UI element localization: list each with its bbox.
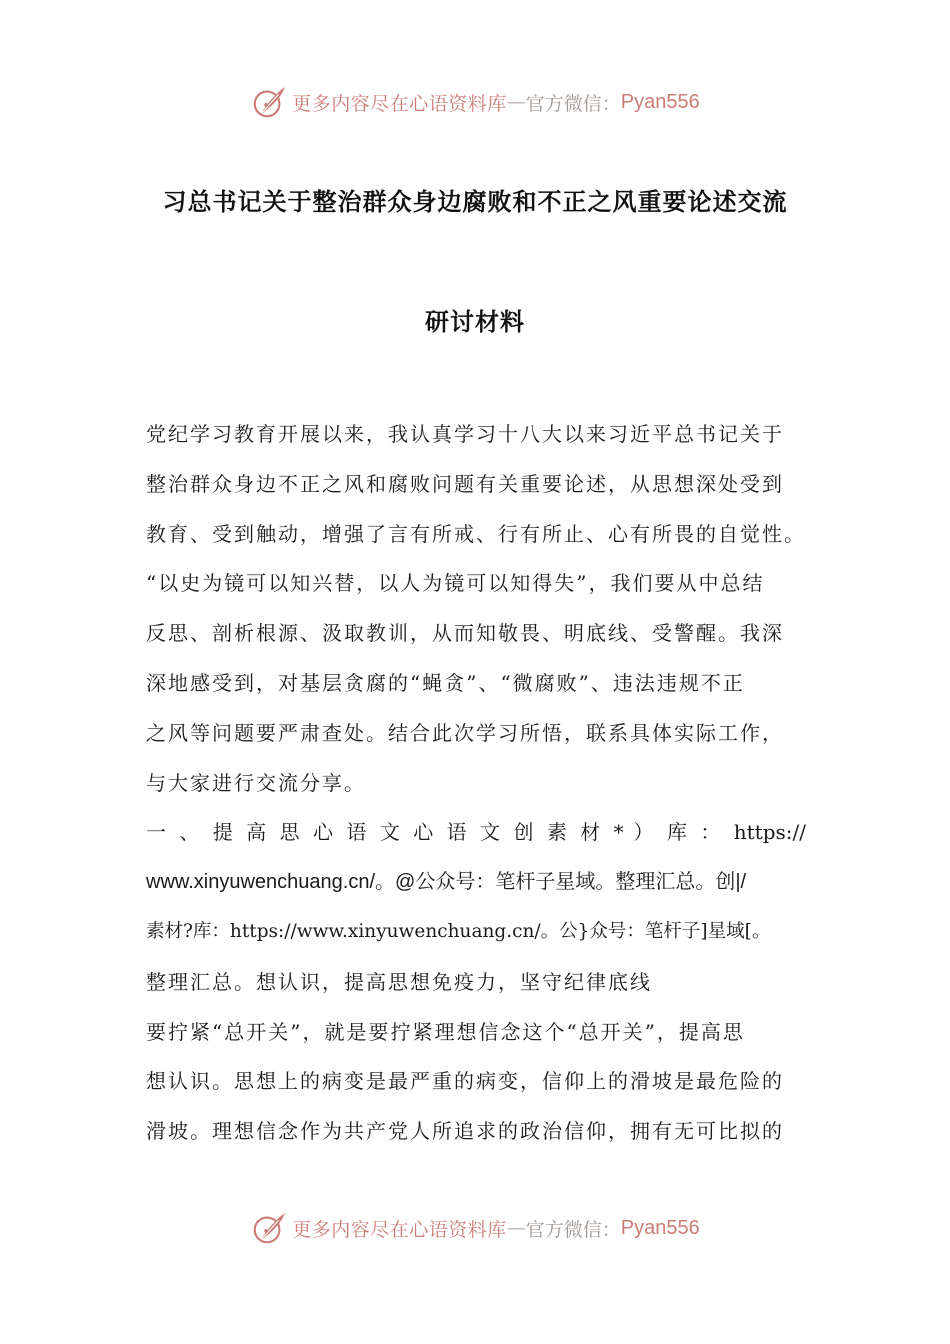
section-heading-line: 一 、 提 高 思 心 语 文 心 语 文 创 素 材 * ） 库 ： https://: [146, 820, 806, 845]
banner-wechat-id: Pyan556: [620, 90, 700, 113]
footer-watermark-banner: [0, 1208, 950, 1248]
banner-wechat-id: Pyan556: [620, 1216, 700, 1239]
body-line-url: 素材?库：https://www.xinyuwenchuang.cn/。公}众号：笔杆子]星域[。: [146, 920, 771, 942]
body-line: 之风等问题要严肃查处。结合此次学习所悟，联系具体实际工作，: [146, 720, 784, 745]
banner-separator: —: [506, 91, 526, 113]
body-line: 反思、剖析根源、汲取教训，从而知敬畏、明底线、受警醒。我深: [146, 621, 784, 646]
banner-text: 更多内容尽在心语资料库: [292, 92, 507, 115]
body-line: 整理汇总。想认识，提高思想免疫力，坚守纪律底线: [146, 969, 652, 994]
body-line: 教育、受到触动，增强了言有所戒、行有所止、心有所畏的自觉性。: [146, 521, 806, 546]
document-title-line2: 研讨材料: [425, 307, 525, 336]
document-body: [146, 414, 806, 1161]
body-line: “以史为镜可以知兴替，以人为镜可以知得失”，我们要从中总结: [146, 571, 765, 596]
body-line: 党纪学习教育开展以来，我认真学习十八大以来习近平总书记关于: [146, 422, 784, 446]
body-line: 与大家进行交流分享。: [146, 770, 366, 795]
quill-pen-circle-icon: [250, 1209, 288, 1247]
body-line: 整治群众身边不正之风和腐败问题有关重要论述，从思想深处受到: [146, 471, 784, 496]
quill-pen-circle-icon: [250, 83, 288, 121]
body-line: 要拧紧“总开关”，就是要拧紧理想信念这个“总开关”，提高思: [146, 1019, 745, 1044]
banner-text: 更多内容尽在心语资料库: [292, 1218, 507, 1241]
banner-wechat-label: 官方微信：: [525, 92, 621, 115]
header-watermark-banner: [0, 82, 950, 122]
banner-separator: —: [506, 1217, 526, 1239]
body-line: 想认识。思想上的病变是最严重的病变，信仰上的滑坡是最危险的: [146, 1069, 784, 1094]
banner-wechat-label: 官方微信：: [525, 1218, 621, 1241]
document-title-line1: 习总书记关于整治群众身边腐败和不正之风重要论述交流: [162, 187, 788, 216]
body-line-url: www.xinyuwenchuang.cn/。@公众号：笔杆子星域。整理汇总。创|/: [146, 871, 747, 894]
body-line: 滑坡。理想信念作为共产党人所追求的政治信仰，拥有无可比拟的: [146, 1119, 784, 1144]
body-line: 深地感受到，对基层贪腐的“蝇贪”、“微腐败”、违法违规不正: [146, 670, 745, 695]
